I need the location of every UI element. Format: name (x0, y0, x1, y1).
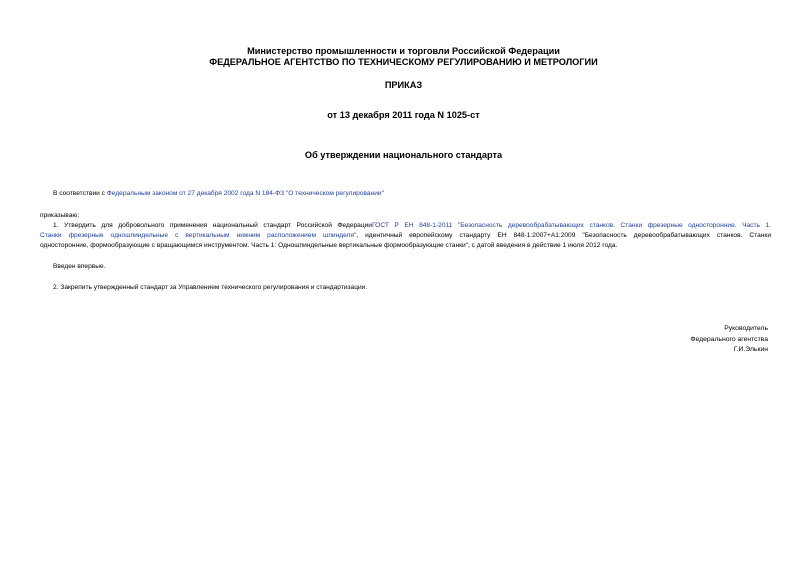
document-date-number: от 13 декабря 2011 года N 1025-ст (327, 110, 480, 120)
signature-name: Г.И.Элькин (733, 346, 768, 353)
item1-line2-rest: , идентичный европейскому стандарту ЕН 848-1:2007+А1:2009 "Безопасность деревообрабатывающих станков. Станки (356, 232, 771, 239)
document-type: ПРИКАЗ (384, 80, 423, 90)
agency-title: ФЕДЕРАЛЬНОЕ АГЕНТСТВО ПО ТЕХНИЧЕСКОМУ РЕГУЛИРОВАНИЮ И МЕТРОЛОГИИ (209, 57, 598, 67)
gost-standard-link[interactable]: ГОСТ Р ЕН 848-1-2011 "Безопасность деревообрабатывающих станков. Станки фрезерные односторонние. Часть 1. (371, 222, 771, 229)
item2-paragraph: 2. Закрепить утвержденный стандарт за Управлением технического регулирования и стандартизации. (53, 284, 368, 291)
document-subject: Об утверждении национального стандарта (304, 150, 503, 160)
item1-prefix: 1. Утвердить для добровольного применения национальный стандарт Российской Федерации (53, 222, 372, 229)
federal-law-link[interactable]: Федеральным законом от 27 декабря 2002 года N 184-ФЗ "О техническом регулировании" (106, 190, 384, 197)
item1-line1 (53, 221, 771, 230)
basis-prefix: В соответствии с (53, 190, 107, 197)
ministry-title: Министерство промышленности и торговли Российской Федерации (247, 46, 560, 56)
order-word: приказываю: (40, 212, 80, 219)
item1-line2 (40, 231, 771, 240)
basis-paragraph (53, 189, 384, 198)
signature-title-line1: Руководитель (724, 325, 768, 332)
item1-line3: односторонние, формообразующие с вращающимся инструментом. Часть 1: Одношпиндельные вертикальные формообразующие станки", с датой введения в действие 1 июля 2012 года. (40, 242, 618, 249)
gost-standard-link-continued[interactable]: Станки фрезерные одношпиндельные с вертикальным нижним расположением шпинделя" (40, 232, 357, 239)
signature-title-line2: Федерального агентства (690, 336, 768, 343)
first-time-note: Введен впервые. (53, 263, 106, 270)
